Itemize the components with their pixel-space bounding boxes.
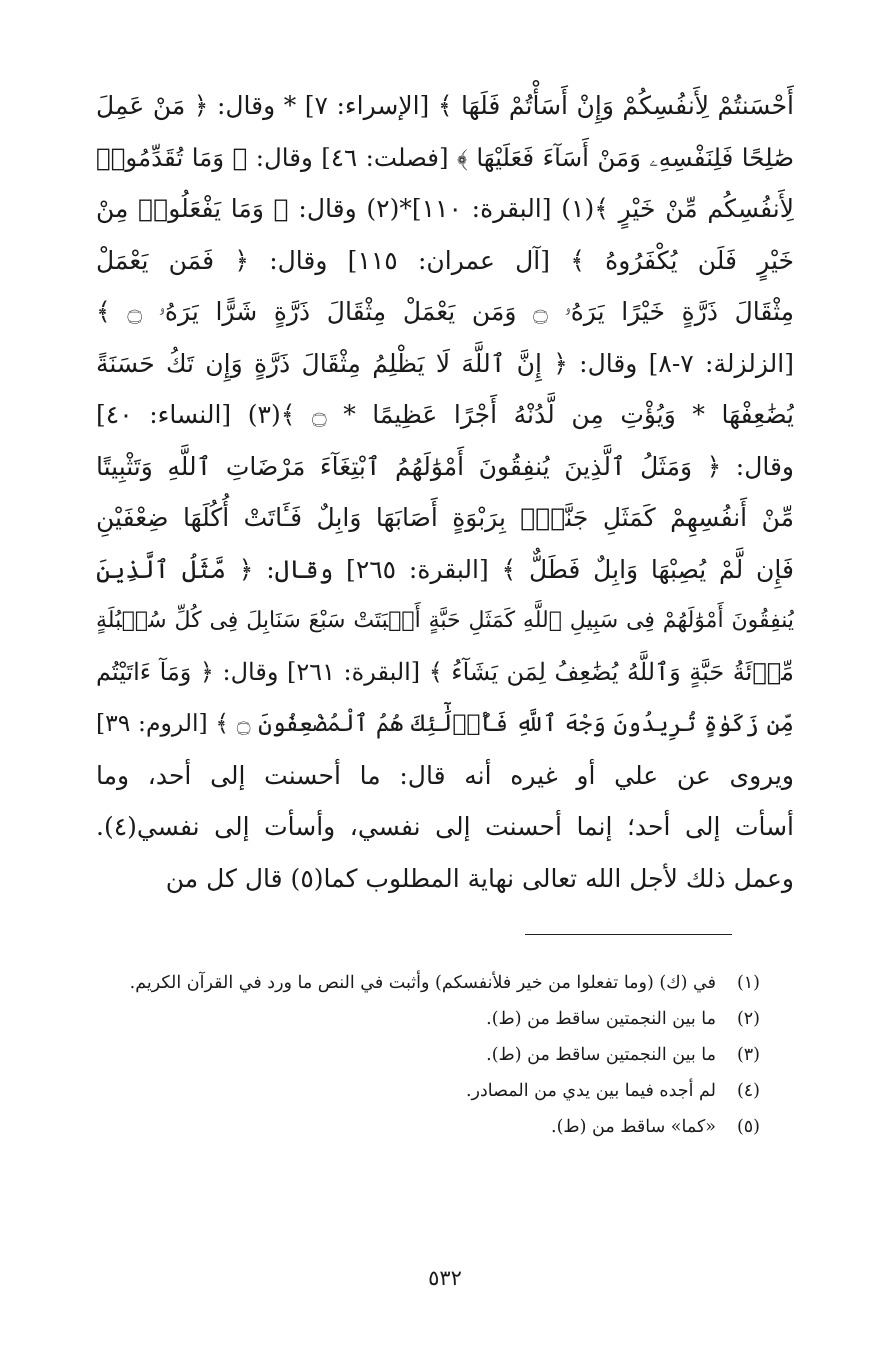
- footnote-text: ما بين النجمتين ساقط من (ط).: [486, 1009, 716, 1029]
- main-text-block: [96, 80, 794, 904]
- footnote: [100, 1109, 760, 1145]
- text-line: يُنفِقُونَ أَمْوَٰلَهُمْ فِى سَبِيلِ ٱللَّهِ كَمَثَلِ حَبَّةٍ أَنۢبَتَتْ سَبْعَ سَنَابِلَ فِى كُلِّ سُنۢبُلَةٍ: [96, 608, 794, 633]
- text-line: يُضَٰعِفْهَا * وَيُؤْتِ مِن لَّدُنْهُ أَجْرًا عَظِيمًا * ۝ ﴾(٣) [النساء: ٤٠]: [96, 400, 794, 429]
- text-line: مِّن زَكَوٰةٍ تُرِيدُونَ وَجْهَ ٱللَّهِ فَأُو۟لَٰٓئِكَ هُمُ ٱلْمُضْعِفُونَ ۝ ﴾ [الروم: ٣٩]: [96, 709, 794, 737]
- footnote-divider: [525, 934, 732, 935]
- text-line: وقال: ﴿ وَمَثَلُ ٱلَّذِينَ يُنفِقُونَ أَمْوَٰلَهُمُ ٱبْتِغَآءَ مَرْضَاتِ ٱللَّهِ وَتَثْبِيتًا: [96, 451, 794, 481]
- footnotes-block: [100, 965, 760, 1145]
- footnote-number: (٣): [736, 1045, 760, 1065]
- text-line: مِّنْ أَنفُسِهِمْ كَمَثَلِ جَنَّةٍۭ بِرَبْوَةٍ أَصَابَهَا وَابِلٌ فَـَٔاتَتْ أُكُلَهَا ضِعْفَيْنِ: [96, 503, 794, 532]
- footnote-text: لم أجده فيما بين يدي من المصادر.: [465, 1081, 716, 1101]
- text-line: لِأَنفُسِكُم مِّنْ خَيْرٍ ﴾(١) [البقرة: ١١٠]*(٢) وقال: ﴿ وَمَا يَفْعَلُوا۟ مِنْ: [96, 194, 794, 223]
- footnote: [100, 1073, 760, 1109]
- footnote-number: (١): [736, 973, 760, 993]
- footnote: [100, 1001, 760, 1037]
- text-line: [الزلزلة: ٧-٨] وقال: ﴿ إِنَّ ٱللَّهَ لَا يَظْلِمُ مِثْقَالَ ذَرَّةٍ وَإِن تَكُ حَسَنَةً: [96, 348, 794, 378]
- text-line: ويروى عن علي أو غيره أنه قال: ما أحسنت إلى أحد، وما: [96, 760, 794, 790]
- text-line: أسأت إلى أحد؛ إنما أحسنت إلى نفسي، وأسأت إلى نفسي(٤).: [96, 812, 794, 841]
- text-line: فَإِن لَّمْ يُصِبْهَا وَابِلٌ فَطَلٌّ ﴾ [البقرة: ٢٦٥] وقال: ﴿ مَّثَلُ ٱلَّذِينَ: [96, 554, 794, 584]
- footnote-number: (٥): [736, 1117, 760, 1137]
- footnote-text: «كما» ساقط من (ط).: [551, 1117, 716, 1137]
- footnote: [100, 965, 760, 1001]
- footnote-number: (٤): [736, 1081, 760, 1101]
- text-line: أَحْسَنتُمْ لِأَنفُسِكُمْ وَإِنْ أَسَأْتُمْ فَلَهَا ﴾ [الإسراء: ٧] * وقال: ﴿ مَنْ عَمِلَ: [96, 91, 794, 120]
- footnote-text: في (ك) (وما تفعلوا من خير فلأنفسكم) وأثبت في النص ما ورد في القرآن الكريم.: [129, 973, 716, 993]
- text-line: مِّا۟ئَةُ حَبَّةٍ وَٱللَّهُ يُضَٰعِفُ لِمَن يَشَآءُ ﴾ [البقرة: ٢٦١] وقال: ﴿ وَمَآ ءَاتَيْتُم: [96, 657, 794, 686]
- text-line: خَيْرٍ فَلَن يُكْفَرُوهُ ﴾ [آل عمران: ١١٥] وقال: ﴿ فَمَن يَعْمَلْ: [96, 245, 794, 275]
- footnote-number: (٢): [736, 1009, 760, 1029]
- footnote-text: ما بين النجمتين ساقط من (ط).: [486, 1045, 716, 1065]
- footnote: [100, 1037, 760, 1073]
- text-line: صَٰلِحًا فَلِنَفْسِهِۦ وَمَنْ أَسَآءَ فَعَلَيْهَا ﴾ [فصلت: ٤٦] وقال: ﴿ وَمَا تُقَدِّمُوا۟: [96, 142, 794, 172]
- page-number: ٥٣٢: [428, 1266, 462, 1290]
- text-line: مِثْقَالَ ذَرَّةٍ خَيْرًا يَرَهُۥ ۝ وَمَن يَعْمَلْ مِثْقَالَ ذَرَّةٍ شَرًّا يَرَهُۥ ۝ ﴾: [96, 297, 794, 326]
- text-line: وعمل ذلك لأجل الله تعالى نهاية المطلوب كما(٥) قال كل من: [165, 863, 794, 893]
